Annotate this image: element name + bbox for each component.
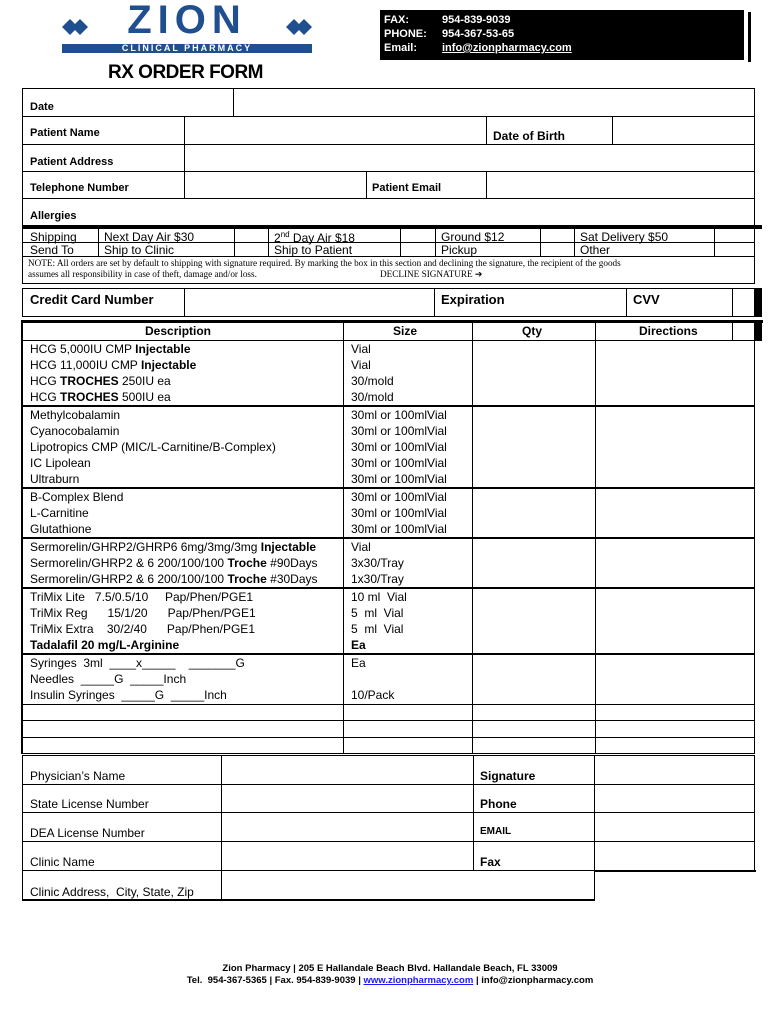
row-size: 10 ml Vial bbox=[351, 590, 407, 604]
row-size: 30ml or 100mlVial bbox=[351, 408, 447, 422]
physician-name-label: Physician’s Name bbox=[30, 769, 126, 783]
table-row: IC Lipolean bbox=[30, 456, 91, 470]
dob-field[interactable] bbox=[613, 117, 754, 144]
row-size: Ea bbox=[351, 656, 366, 670]
expiration-label: Expiration bbox=[441, 292, 505, 307]
clinic-name-label: Clinic Name bbox=[30, 855, 95, 869]
col-header-description: Description bbox=[145, 324, 212, 338]
state-license-field[interactable] bbox=[222, 785, 473, 812]
website-link[interactable]: www.zionpharmacy.com bbox=[363, 975, 474, 986]
table-row: Ultraburn bbox=[30, 472, 80, 486]
row-size: 30/mold bbox=[351, 374, 394, 388]
cvv-label: CVV bbox=[633, 292, 660, 307]
date-label: Date bbox=[30, 101, 54, 113]
table-row: HCG 5,000IU CMP Injectable bbox=[30, 342, 191, 356]
row-size: Vial bbox=[351, 342, 371, 356]
table-row: TriMix Lite 7.5/0.5/10 Pap/Phen/PGE1 bbox=[30, 590, 254, 604]
logo bbox=[58, 0, 316, 56]
table-row: HCG TROCHES 250IU ea bbox=[30, 374, 171, 388]
ship-to-clinic-option: Ship to Clinic bbox=[104, 243, 175, 257]
ship-to-patient-checkbox[interactable] bbox=[401, 243, 435, 256]
email-field[interactable] bbox=[595, 813, 754, 841]
expiration-field[interactable] bbox=[530, 289, 626, 316]
email-label: EMAIL bbox=[480, 826, 512, 837]
decline-signature-checkbox[interactable] bbox=[714, 258, 754, 283]
dea-license-field[interactable] bbox=[222, 813, 473, 841]
row-size: 5 ml Vial bbox=[351, 622, 404, 636]
second-day-air-option: 2nd Day Air $18 bbox=[274, 230, 355, 245]
table-row: Glutathione bbox=[30, 522, 92, 536]
ground-option: Ground $12 bbox=[441, 230, 505, 244]
blank-row[interactable] bbox=[23, 705, 754, 720]
fax-field[interactable] bbox=[595, 842, 754, 870]
credit-card-label: Credit Card Number bbox=[30, 292, 154, 307]
row-size: 30ml or 100mlVial bbox=[351, 506, 447, 520]
second-day-air-checkbox[interactable] bbox=[401, 230, 435, 242]
allergies-field[interactable] bbox=[100, 199, 754, 225]
shipping-note-line2: assumes all responsibility in case of theft, damage and/or loss. bbox=[28, 269, 257, 279]
signature-field[interactable] bbox=[595, 756, 754, 784]
row-size: Ea bbox=[351, 638, 366, 652]
decline-signature-label: DECLINE SIGNATURE ➔ bbox=[380, 269, 483, 279]
telephone-field[interactable] bbox=[185, 172, 366, 198]
table-row: Methylcobalamin bbox=[30, 408, 121, 422]
footer-contact: Tel. 954-367-5365 | Fax. 954-839-9039 | www.zionpharmacy.com | info@zionpharmacy.com bbox=[186, 975, 594, 986]
telephone-label: Telephone Number bbox=[30, 182, 129, 194]
next-day-air-option: Next Day Air $30 bbox=[104, 230, 195, 244]
table-row: B-Complex Blend bbox=[30, 490, 124, 504]
header-rule bbox=[748, 12, 751, 62]
row-size: Vial bbox=[351, 358, 371, 372]
row-size: 5 ml Vial bbox=[351, 606, 404, 620]
row-size: 30ml or 100mlVial bbox=[351, 456, 447, 470]
ground-checkbox[interactable] bbox=[541, 230, 574, 242]
table-row: Needles _____G _____Inch bbox=[30, 672, 187, 686]
clinic-name-field[interactable] bbox=[222, 842, 473, 870]
table-row: TriMix Reg 15/1/20 Pap/Phen/PGE1 bbox=[30, 606, 256, 620]
row-size: 30ml or 100mlVial bbox=[351, 424, 447, 438]
table-row: Sermorelin/GHRP2/GHRP6 6mg/3mg/3mg Injectable bbox=[30, 540, 317, 554]
other-option: Other bbox=[580, 243, 611, 257]
next-day-air-checkbox[interactable] bbox=[235, 230, 268, 242]
row-size: 3x30/Tray bbox=[351, 556, 404, 570]
row-size: 30ml or 100mlVial bbox=[351, 490, 447, 504]
dob-label: Date of Birth bbox=[493, 129, 565, 143]
ship-to-clinic-checkbox[interactable] bbox=[235, 243, 268, 256]
date-field[interactable] bbox=[234, 89, 754, 116]
row-size: Vial bbox=[351, 540, 371, 554]
sat-delivery-option: Sat Delivery $50 bbox=[580, 230, 669, 244]
fax-value: 954-839-9039 bbox=[442, 14, 511, 26]
row-size: 30ml or 100mlVial bbox=[351, 472, 447, 486]
row-size: 1x30/Tray bbox=[351, 572, 404, 586]
email-label: Email: bbox=[384, 42, 418, 54]
row-size: 10/Pack bbox=[351, 688, 395, 702]
shipping-label: Shipping bbox=[30, 230, 77, 244]
table-row: Sermorelin/GHRP2 & 6 200/100/100 Troche #30Days bbox=[30, 572, 318, 586]
patient-email-label: Patient Email bbox=[372, 182, 442, 194]
sat-delivery-checkbox[interactable] bbox=[715, 230, 754, 242]
table-row: HCG 11,000IU CMP Injectable bbox=[30, 358, 197, 372]
other-checkbox[interactable] bbox=[715, 243, 754, 256]
row-size: 30ml or 100mlVial bbox=[351, 440, 447, 454]
fax-label: Fax bbox=[480, 855, 501, 869]
clinic-address-field[interactable] bbox=[222, 871, 594, 899]
table-row: Lipotropics CMP (MIC/L-Carnitine/B-Complex) bbox=[30, 440, 276, 454]
col-header-directions: Directions bbox=[639, 324, 698, 338]
patient-address-label: Patient Address bbox=[30, 156, 114, 168]
dea-license-label: DEA License Number bbox=[30, 826, 145, 840]
logo-subtitle: CLINICAL PHARMACY bbox=[121, 43, 253, 53]
col-header-size: Size bbox=[393, 324, 418, 338]
table-row: Syringes 3ml ____x_____ _______G bbox=[30, 656, 245, 670]
shipping-note-line1: NOTE: All orders are set by default to shipping with signature required. By marking the box in this section and declining the signature, the recipient of the goods bbox=[28, 258, 621, 268]
patient-address-field[interactable] bbox=[185, 145, 754, 171]
cvv-field[interactable] bbox=[733, 289, 754, 316]
footer-address: Zion Pharmacy | 205 E Hallandale Beach Blvd. Hallandale Beach, FL 33009 bbox=[222, 963, 558, 974]
table-row: Tadalafil 20 mg/L-Arginine bbox=[30, 638, 180, 652]
pickup-option: Pickup bbox=[441, 243, 478, 257]
table-row: Insulin Syringes _____G _____Inch bbox=[30, 688, 227, 702]
send-to-label: Send To bbox=[30, 243, 74, 257]
clinic-address-label: Clinic Address, City, State, Zip bbox=[30, 885, 194, 899]
allergies-label: Allergies bbox=[30, 210, 77, 222]
patient-email-field[interactable] bbox=[487, 172, 754, 198]
table-row: TriMix Extra 30/2/40 Pap/Phen/PGE1 bbox=[30, 622, 255, 636]
table-row: Cyanocobalamin bbox=[30, 424, 120, 438]
blank-row[interactable] bbox=[23, 738, 754, 753]
ship-to-patient-option: Ship to Patient bbox=[274, 243, 353, 257]
table-row: L-Carnitine bbox=[30, 506, 89, 520]
logo-text: ZION bbox=[127, 0, 247, 42]
blank-row[interactable] bbox=[23, 721, 754, 737]
row-size: 30/mold bbox=[351, 390, 394, 404]
physician-name-field[interactable] bbox=[222, 756, 473, 784]
page-title: RX ORDER FORM bbox=[108, 62, 263, 83]
contact-box bbox=[380, 10, 744, 60]
table-row: HCG TROCHES 500IU ea bbox=[30, 390, 171, 404]
phone-label: Phone bbox=[480, 797, 517, 811]
patient-name-label: Patient Name bbox=[30, 127, 100, 139]
phone-value: 954-367-53-65 bbox=[442, 28, 515, 40]
credit-card-field[interactable] bbox=[185, 289, 434, 316]
row-size: 30ml or 100mlVial bbox=[351, 522, 447, 536]
pickup-checkbox[interactable] bbox=[541, 243, 574, 256]
phone-field[interactable] bbox=[595, 785, 754, 812]
table-row: Sermorelin/GHRP2 & 6 200/100/100 Troche #90Days bbox=[30, 556, 318, 570]
signature-label: Signature bbox=[480, 769, 536, 783]
phone-label: PHONE: bbox=[384, 28, 427, 40]
patient-name-field[interactable] bbox=[185, 117, 486, 144]
email-link[interactable]: info@zionpharmacy.com bbox=[442, 42, 572, 54]
state-license-label: State License Number bbox=[30, 797, 149, 811]
fax-label: FAX: bbox=[384, 14, 410, 26]
col-header-qty: Qty bbox=[522, 324, 543, 338]
